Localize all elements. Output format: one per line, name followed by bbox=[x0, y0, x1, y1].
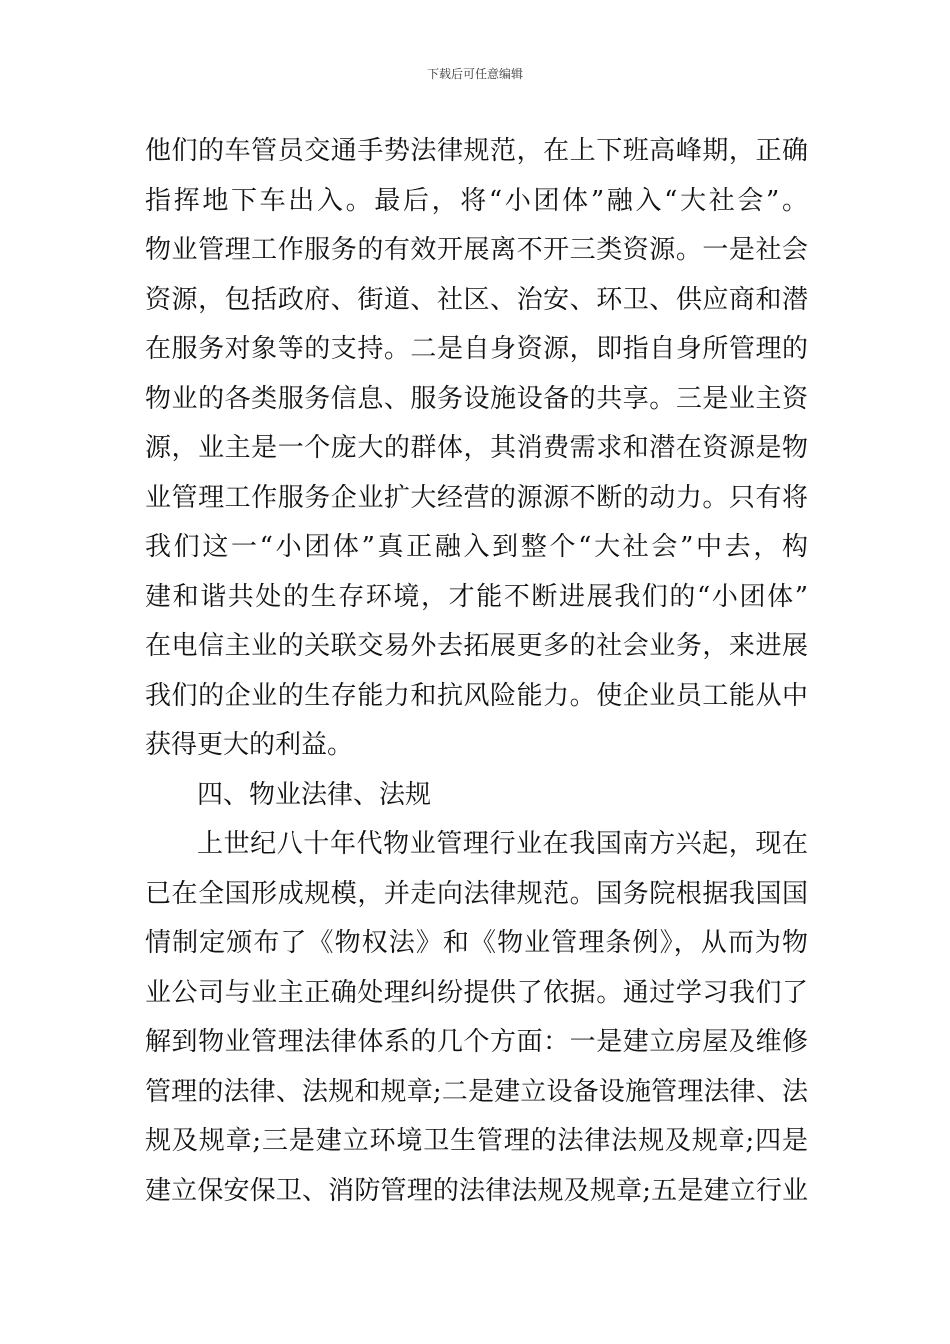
text-line: 物业的各类服务信息、服务设施设备的共享。三是业主资 bbox=[145, 383, 808, 414]
text-line: 在服务对象等的支持。二是自身资源，即指自身所管理的 bbox=[145, 334, 808, 364]
text-line: 业公司与业主正确处理纠纷提供了依据。通过学习我们了 bbox=[145, 977, 808, 1008]
paragraph-first-line: 上世纪八十年代物业管理行业在我国南方兴起，现在 bbox=[197, 829, 808, 859]
text-line: 建和谐共处的生存环境，才能不断进展我们的“小团体” bbox=[145, 581, 808, 612]
text-line: 资源，包括政府、街道、社区、治安、环卫、供应商和潜 bbox=[145, 284, 808, 315]
text-line: 在电信主业的关联交易外去拓展更多的社会业务，来进展 bbox=[145, 631, 808, 661]
page-header: 下载后可任意编辑 bbox=[426, 67, 523, 81]
text-line: 他们的车管员交通手势法律规范，在上下班高峰期，正确 bbox=[145, 136, 808, 166]
text-line: 源，业主是一个庞大的群体，其消费需求和潜在资源是物 bbox=[145, 433, 808, 463]
text-line: 建立保安保卫、消防管理的法律法规及规章;五是建立行业 bbox=[145, 1175, 808, 1206]
text-line: 业管理工作服务企业扩大经营的源源不断的动力。只有将 bbox=[145, 482, 808, 513]
text-line: 物业管理工作服务的有效开展离不开三类资源。一是社会 bbox=[145, 235, 808, 265]
text-line: 管理的法律、法规和规章;二是建立设备设施管理法律、法 bbox=[145, 1076, 808, 1107]
text-line: 指挥地下车出入。最后，将“小团体”融入“大社会”。 bbox=[145, 185, 808, 216]
document-body bbox=[145, 127, 808, 1216]
text-line: 已在全国形成规模，并走向法律规范。国务院根据我国国 bbox=[145, 878, 808, 909]
text-line: 解到物业管理法律体系的几个方面：一是建立房屋及维修 bbox=[145, 1027, 808, 1057]
text-line: 我们的企业的生存能力和抗风险能力。使企业员工能从中 bbox=[145, 680, 808, 711]
section-heading: 四、物业法律、法规 bbox=[197, 779, 432, 810]
paragraph-end-line: 获得更大的利益。 bbox=[145, 730, 354, 760]
text-line: 我们这一“小团体”真正融入到整个“大社会”中去，构 bbox=[145, 532, 808, 562]
text-line: 规及规章;三是建立环境卫生管理的法律法规及规章;四是 bbox=[145, 1126, 808, 1156]
text-line: 情制定颁布了《物权法》和《物业管理条例》，从而为物 bbox=[145, 928, 808, 958]
